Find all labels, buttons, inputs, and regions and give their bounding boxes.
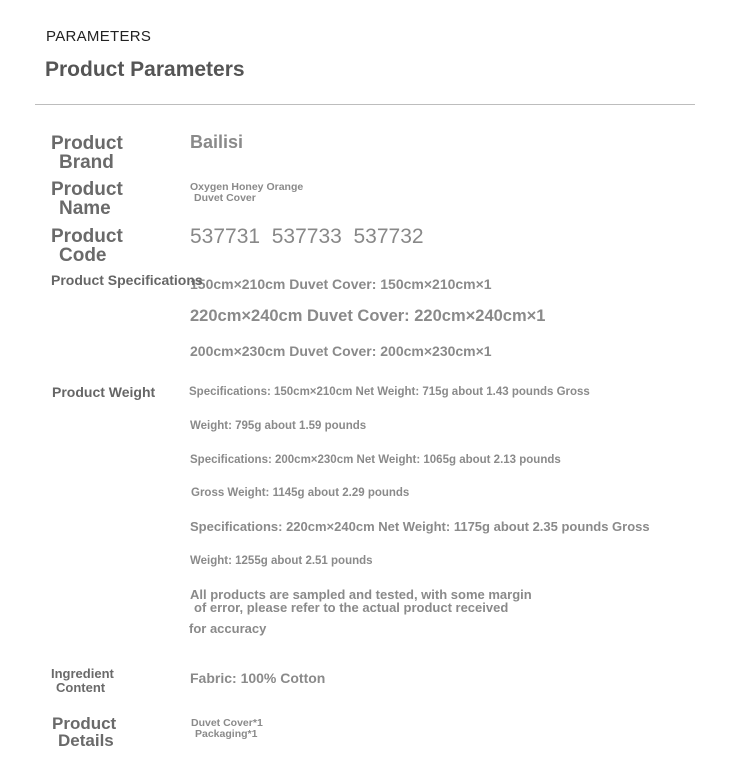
brand-value: Bailisi bbox=[190, 132, 244, 152]
page-title: Product Parameters bbox=[45, 58, 245, 81]
weight-line: Gross Weight: 1145g about 2.29 pounds bbox=[191, 487, 410, 499]
weight-line: Specifications: 220cm×240cm Net Weight: 1175g about 2.35 pounds Gross bbox=[190, 519, 650, 534]
code-label bbox=[51, 227, 123, 265]
weight-line: Weight: 1255g about 2.51 pounds bbox=[190, 555, 373, 567]
brand-label bbox=[51, 134, 123, 172]
name-label-line2: Name bbox=[59, 198, 111, 219]
specs-label: Product Specifications bbox=[51, 272, 203, 288]
ingredient-label-line1: Ingredient bbox=[51, 666, 114, 681]
spec-item: 220cm×240cm Duvet Cover: 220cm×240cm×1 bbox=[190, 307, 546, 325]
name-value-line1: Oxygen Honey Orange bbox=[190, 181, 304, 193]
weight-note-line2: of error, please refer to the actual product received bbox=[194, 600, 509, 615]
brand-label-line1: Product bbox=[51, 133, 123, 154]
ingredient-value: Fabric: 100% Cotton bbox=[190, 670, 326, 686]
code-label-line1: Product bbox=[51, 226, 123, 247]
weight-line: Weight: 795g about 1.59 pounds bbox=[190, 420, 367, 432]
ingredient-label bbox=[51, 667, 114, 695]
details-value bbox=[191, 718, 263, 740]
code-label-line2: Code bbox=[59, 245, 107, 266]
code-value: 537731 537733 537732 bbox=[190, 225, 424, 248]
weight-label: Product Weight bbox=[52, 384, 156, 400]
divider bbox=[35, 104, 695, 105]
name-value bbox=[190, 182, 303, 204]
ingredient-label-line2: Content bbox=[56, 680, 106, 695]
details-label bbox=[52, 715, 116, 749]
spec-item: 150cm×210cm Duvet Cover: 150cm×210cm×1 bbox=[190, 276, 492, 292]
weight-note-line1: All products are sampled and tested, with some margin bbox=[190, 587, 532, 602]
details-label-line1: Product bbox=[52, 714, 117, 733]
brand-label-line2: Brand bbox=[59, 152, 114, 173]
details-value-line1: Duvet Cover*1 bbox=[191, 717, 263, 729]
weight-note bbox=[190, 588, 532, 614]
weight-note-line3: for accuracy bbox=[189, 621, 267, 636]
name-value-line2: Duvet Cover bbox=[194, 192, 256, 204]
details-label-line2: Details bbox=[58, 731, 114, 750]
weight-line: Specifications: 200cm×230cm Net Weight: 1065g about 2.13 pounds bbox=[190, 454, 561, 466]
name-label-line1: Product bbox=[51, 179, 123, 200]
spec-item: 200cm×230cm Duvet Cover: 200cm×230cm×1 bbox=[190, 343, 492, 359]
weight-line: Specifications: 150cm×210cm Net Weight: 715g about 1.43 pounds Gross bbox=[189, 386, 590, 398]
details-value-line2: Packaging*1 bbox=[195, 728, 258, 740]
name-label bbox=[51, 180, 123, 218]
section-kicker: PARAMETERS bbox=[46, 28, 152, 45]
